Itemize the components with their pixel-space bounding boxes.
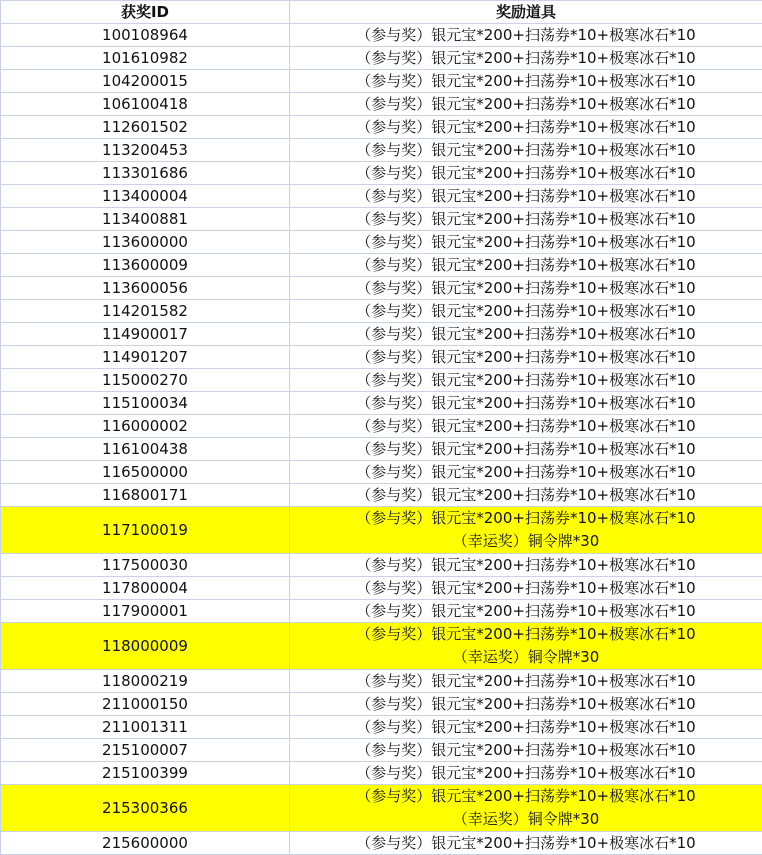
- winner-id-cell: 117900001: [1, 600, 290, 623]
- participation-reward-text: （参与奖）银元宝*200+扫荡券*10+极寒冰石*10: [294, 231, 758, 253]
- winner-id-cell: 101610982: [1, 47, 290, 70]
- table-row-highlighted: [1, 623, 762, 670]
- participation-reward-text: （参与奖）银元宝*200+扫荡券*10+极寒冰石*10: [294, 323, 758, 345]
- participation-reward-text: （参与奖）银元宝*200+扫荡券*10+极寒冰石*10: [294, 116, 758, 138]
- participation-reward-text: （参与奖）银元宝*200+扫荡券*10+极寒冰石*10: [294, 716, 758, 738]
- table-row: [1, 24, 762, 47]
- participation-reward-text: （参与奖）银元宝*200+扫荡券*10+极寒冰石*10: [294, 300, 758, 322]
- winner-id-cell: 113400881: [1, 208, 290, 231]
- reward-cell: [290, 577, 762, 600]
- table-row: [1, 438, 762, 461]
- winner-id-cell: 115000270: [1, 369, 290, 392]
- reward-cell: [290, 762, 762, 785]
- participation-reward-text: （参与奖）银元宝*200+扫荡券*10+极寒冰石*10: [294, 507, 758, 530]
- reward-cell: [290, 693, 762, 716]
- reward-cell: [290, 716, 762, 739]
- participation-reward-text: （参与奖）银元宝*200+扫荡券*10+极寒冰石*10: [294, 392, 758, 414]
- reward-cell: [290, 438, 762, 461]
- participation-reward-text: （参与奖）银元宝*200+扫荡券*10+极寒冰石*10: [294, 670, 758, 692]
- reward-cell: [290, 507, 762, 554]
- reward-cell: [290, 832, 762, 855]
- winner-id-cell: 114900017: [1, 323, 290, 346]
- winner-id-cell: 113600000: [1, 231, 290, 254]
- table-row: [1, 484, 762, 507]
- participation-reward-text: （参与奖）银元宝*200+扫荡券*10+极寒冰石*10: [294, 254, 758, 276]
- participation-reward-text: （参与奖）银元宝*200+扫荡券*10+极寒冰石*10: [294, 47, 758, 69]
- participation-reward-text: （参与奖）银元宝*200+扫荡券*10+极寒冰石*10: [294, 415, 758, 437]
- table-row: [1, 832, 762, 855]
- participation-reward-text: （参与奖）银元宝*200+扫荡券*10+极寒冰石*10: [294, 484, 758, 506]
- table-row: [1, 47, 762, 70]
- reward-cell: [290, 185, 762, 208]
- winner-id-cell: 118000009: [1, 623, 290, 670]
- reward-cell: [290, 24, 762, 47]
- reward-cell: [290, 116, 762, 139]
- reward-cell: [290, 254, 762, 277]
- winner-id-cell: 215100399: [1, 762, 290, 785]
- reward-cell: [290, 670, 762, 693]
- winner-id-cell: 116800171: [1, 484, 290, 507]
- reward-cell: [290, 461, 762, 484]
- table-row: [1, 346, 762, 369]
- winner-id-cell: 211001311: [1, 716, 290, 739]
- table-row: [1, 762, 762, 785]
- table-row: [1, 461, 762, 484]
- participation-reward-text: （参与奖）银元宝*200+扫荡券*10+极寒冰石*10: [294, 739, 758, 761]
- reward-cell: [290, 600, 762, 623]
- participation-reward-text: （参与奖）银元宝*200+扫荡券*10+极寒冰石*10: [294, 346, 758, 368]
- winner-id-cell: 113200453: [1, 139, 290, 162]
- table-row: [1, 323, 762, 346]
- reward-cell: [290, 277, 762, 300]
- table-row: [1, 392, 762, 415]
- table-row: [1, 577, 762, 600]
- table-row: [1, 415, 762, 438]
- table-row: [1, 300, 762, 323]
- reward-cell: [290, 346, 762, 369]
- reward-cell: [290, 369, 762, 392]
- reward-cell: [290, 554, 762, 577]
- reward-cell: [290, 484, 762, 507]
- winner-id-cell: 112601502: [1, 116, 290, 139]
- table-row: [1, 277, 762, 300]
- winner-id-cell: 113600056: [1, 277, 290, 300]
- winner-id-cell: 116100438: [1, 438, 290, 461]
- participation-reward-text: （参与奖）银元宝*200+扫荡券*10+极寒冰石*10: [294, 832, 758, 854]
- reward-cell: [290, 300, 762, 323]
- participation-reward-text: （参与奖）银元宝*200+扫荡券*10+极寒冰石*10: [294, 208, 758, 230]
- participation-reward-text: （参与奖）银元宝*200+扫荡券*10+极寒冰石*10: [294, 438, 758, 460]
- winner-id-cell: 113400004: [1, 185, 290, 208]
- participation-reward-text: （参与奖）银元宝*200+扫荡券*10+极寒冰石*10: [294, 369, 758, 391]
- participation-reward-text: （参与奖）银元宝*200+扫荡券*10+极寒冰石*10: [294, 554, 758, 576]
- participation-reward-text: （参与奖）银元宝*200+扫荡券*10+极寒冰石*10: [294, 277, 758, 299]
- winner-id-cell: 116500000: [1, 461, 290, 484]
- header-winner-id: 获奖ID: [1, 1, 290, 24]
- reward-cell: [290, 231, 762, 254]
- table-row: [1, 139, 762, 162]
- table-row: [1, 231, 762, 254]
- table-row: [1, 185, 762, 208]
- winner-id-cell: 114201582: [1, 300, 290, 323]
- participation-reward-text: （参与奖）银元宝*200+扫荡券*10+极寒冰石*10: [294, 762, 758, 784]
- lucky-reward-text: （幸运奖）铜令牌*30: [294, 530, 758, 553]
- winner-id-cell: 215300366: [1, 785, 290, 832]
- participation-reward-text: （参与奖）银元宝*200+扫荡券*10+极寒冰石*10: [294, 185, 758, 207]
- winner-id-cell: 100108964: [1, 24, 290, 47]
- winner-id-cell: 117100019: [1, 507, 290, 554]
- participation-reward-text: （参与奖）银元宝*200+扫荡券*10+极寒冰石*10: [294, 600, 758, 622]
- reward-cell: [290, 739, 762, 762]
- lucky-reward-text: （幸运奖）铜令牌*30: [294, 808, 758, 831]
- winner-id-cell: 117800004: [1, 577, 290, 600]
- participation-reward-text: （参与奖）银元宝*200+扫荡券*10+极寒冰石*10: [294, 24, 758, 46]
- participation-reward-text: （参与奖）银元宝*200+扫荡券*10+极寒冰石*10: [294, 461, 758, 483]
- table-row: [1, 739, 762, 762]
- winner-id-cell: 113600009: [1, 254, 290, 277]
- table-row: [1, 369, 762, 392]
- winner-id-cell: 211000150: [1, 693, 290, 716]
- table-row: [1, 693, 762, 716]
- reward-cell: [290, 162, 762, 185]
- header-reward-items: 奖励道具: [290, 1, 762, 24]
- lucky-reward-text: （幸运奖）铜令牌*30: [294, 646, 758, 669]
- participation-reward-text: （参与奖）银元宝*200+扫荡券*10+极寒冰石*10: [294, 785, 758, 808]
- participation-reward-text: （参与奖）银元宝*200+扫荡券*10+极寒冰石*10: [294, 139, 758, 161]
- winner-id-cell: 113301686: [1, 162, 290, 185]
- winner-id-cell: 106100418: [1, 93, 290, 116]
- reward-cell: [290, 139, 762, 162]
- reward-cell: [290, 785, 762, 832]
- reward-cell: [290, 70, 762, 93]
- header-row: [1, 1, 762, 24]
- table-row-highlighted: [1, 785, 762, 832]
- table-row: [1, 208, 762, 231]
- reward-cell: [290, 47, 762, 70]
- winner-id-cell: 114901207: [1, 346, 290, 369]
- table-row: [1, 93, 762, 116]
- winner-id-cell: 117500030: [1, 554, 290, 577]
- table-body: [1, 24, 762, 855]
- table-row: [1, 600, 762, 623]
- table-row: [1, 670, 762, 693]
- participation-reward-text: （参与奖）银元宝*200+扫荡券*10+极寒冰石*10: [294, 577, 758, 599]
- table-row: [1, 70, 762, 93]
- participation-reward-text: （参与奖）银元宝*200+扫荡券*10+极寒冰石*10: [294, 162, 758, 184]
- winner-id-cell: 104200015: [1, 70, 290, 93]
- table-row: [1, 162, 762, 185]
- reward-cell: [290, 415, 762, 438]
- participation-reward-text: （参与奖）银元宝*200+扫荡券*10+极寒冰石*10: [294, 623, 758, 646]
- participation-reward-text: （参与奖）银元宝*200+扫荡券*10+极寒冰石*10: [294, 93, 758, 115]
- table-row: [1, 116, 762, 139]
- table-row: [1, 554, 762, 577]
- table-row: [1, 254, 762, 277]
- participation-reward-text: （参与奖）银元宝*200+扫荡券*10+极寒冰石*10: [294, 693, 758, 715]
- table-row-highlighted: [1, 507, 762, 554]
- reward-cell: [290, 623, 762, 670]
- reward-cell: [290, 208, 762, 231]
- winner-id-cell: 118000219: [1, 670, 290, 693]
- reward-cell: [290, 323, 762, 346]
- winner-id-cell: 215100007: [1, 739, 290, 762]
- reward-cell: [290, 93, 762, 116]
- winner-id-cell: 215600000: [1, 832, 290, 855]
- participation-reward-text: （参与奖）银元宝*200+扫荡券*10+极寒冰石*10: [294, 70, 758, 92]
- reward-cell: [290, 392, 762, 415]
- table-row: [1, 716, 762, 739]
- winner-id-cell: 115100034: [1, 392, 290, 415]
- winner-id-cell: 116000002: [1, 415, 290, 438]
